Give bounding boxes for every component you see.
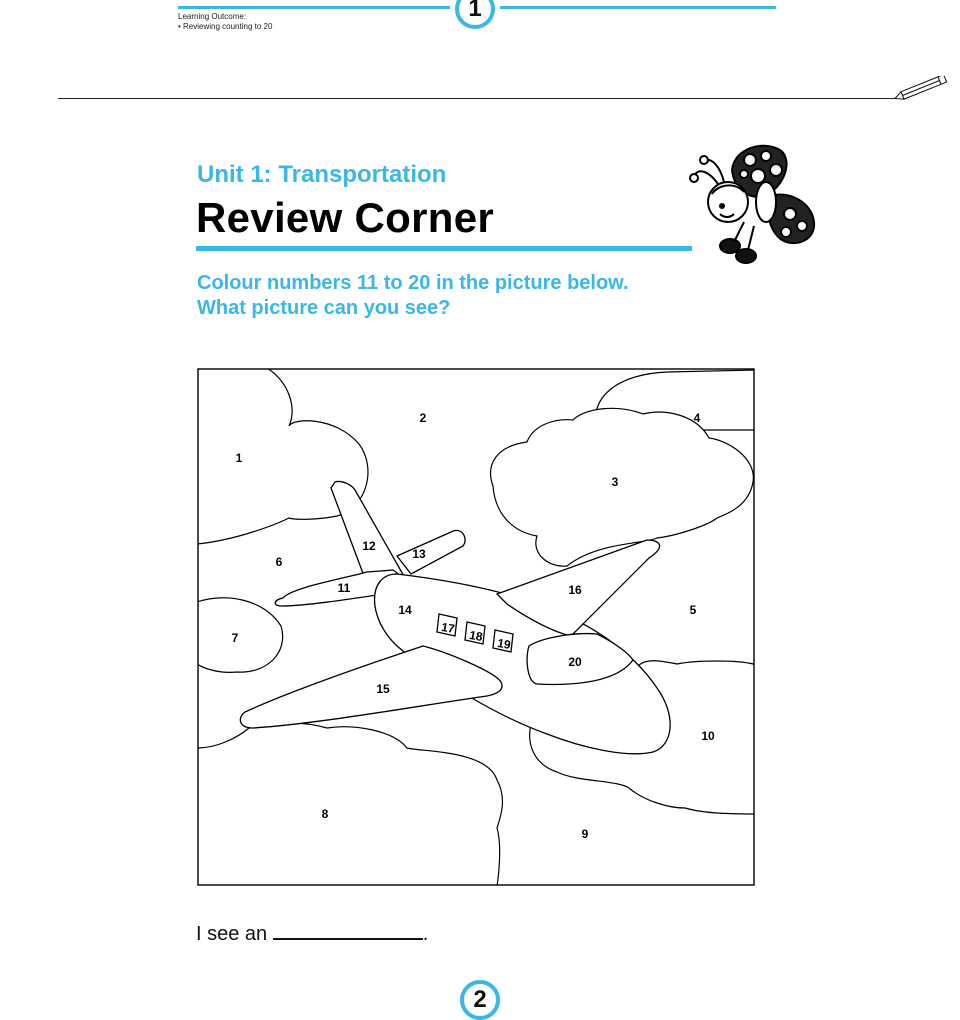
label-16: 16	[568, 583, 582, 597]
header-rule-left	[178, 6, 450, 9]
header-rule-right	[500, 6, 776, 9]
unit-title: Unit 1: Transportation	[197, 161, 447, 188]
answer-line	[196, 922, 428, 946]
label-13: 13	[412, 547, 426, 561]
tailplane-region-13	[397, 530, 465, 574]
tail-fin-region-12	[331, 481, 405, 584]
label-3: 3	[611, 475, 619, 489]
label-7: 7	[231, 631, 239, 645]
label-15: 15	[376, 682, 390, 696]
label-8: 8	[321, 807, 329, 821]
colour-by-number-picture[interactable]	[197, 368, 755, 886]
label-5: 5	[689, 603, 697, 617]
label-10: 10	[701, 729, 715, 743]
instruction-line-2: What picture can you see?	[197, 297, 451, 319]
label-18: 18	[468, 627, 484, 645]
label-12: 12	[362, 539, 376, 553]
page-title: Review Corner	[196, 194, 495, 241]
learning-outcome-title: Learning Outcome:	[178, 12, 247, 21]
label-11: 11	[337, 581, 351, 595]
cloud-region-3	[491, 408, 754, 566]
answer-suffix: .	[422, 923, 429, 945]
page-number-top: 1	[455, 0, 495, 29]
answer-prefix: I see an	[196, 923, 268, 945]
learning-outcome	[178, 12, 272, 32]
label-14: 14	[398, 603, 412, 617]
cloud-region-7	[197, 598, 283, 673]
butterfly-mascot-icon	[684, 140, 820, 270]
pencil-icon	[893, 76, 949, 100]
instruction	[197, 271, 629, 321]
label-17: 17	[440, 619, 456, 637]
instruction-line-1: Colour numbers 11 to 20 in the picture below.	[197, 272, 629, 294]
label-9: 9	[581, 827, 589, 841]
title-rule	[196, 246, 692, 251]
cut-line	[58, 98, 898, 99]
learning-outcome-item: • Reviewing counting to 20	[178, 22, 273, 31]
label-2: 2	[419, 411, 427, 425]
answer-blank[interactable]	[273, 922, 423, 940]
label-1: 1	[235, 451, 243, 465]
cloud-region-8	[197, 723, 502, 886]
label-20: 20	[568, 655, 582, 669]
label-19: 19	[496, 635, 512, 653]
label-6: 6	[275, 555, 283, 569]
page-number-bottom: 2	[460, 980, 500, 1020]
label-4: 4	[693, 411, 701, 425]
